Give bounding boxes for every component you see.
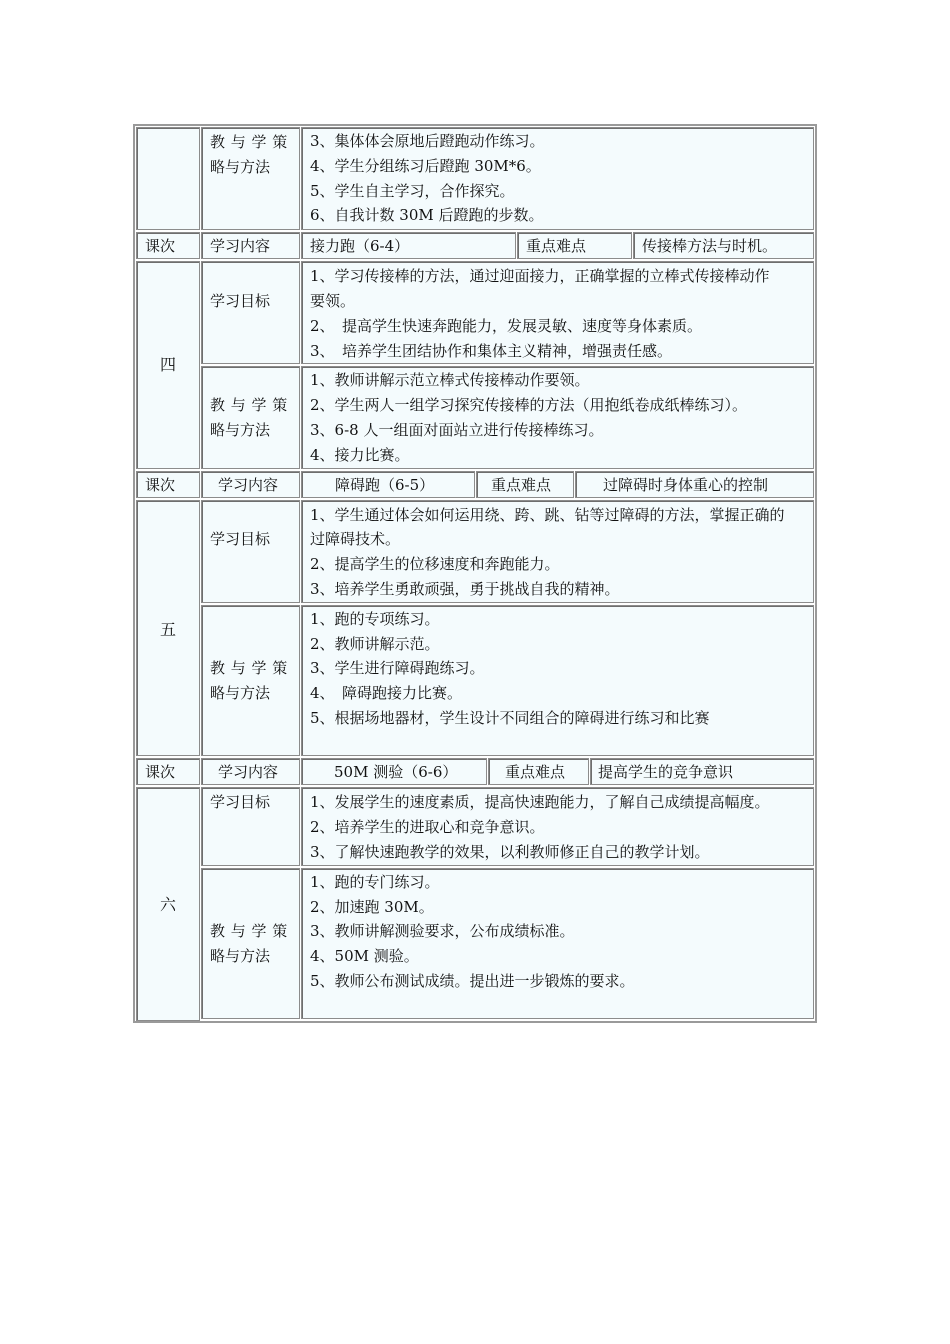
- goal-line: 1、学生通过体会如何运用绕、跨、跳、钻等过障碍的方法，掌握正确的: [310, 506, 785, 524]
- strategy-label-line1: 教 与 学 策: [210, 396, 288, 414]
- goal-line: 3、 培养学生团结协作和集体主义精神，增强责任感。: [310, 342, 673, 360]
- lesson-number: 四: [160, 355, 177, 374]
- focus-label: 重点难点: [505, 763, 566, 781]
- lesson-focus: 提高学生的竞争意识: [598, 763, 734, 781]
- goal-line: 2、培养学生的进取心和竞争意识。: [310, 818, 545, 836]
- goal-label: 学习目标: [210, 292, 271, 310]
- lesson-content: 50M 测验（6-6）: [334, 763, 458, 781]
- goal-line: 2、提高学生的位移速度和奔跑能力。: [310, 555, 560, 573]
- strategy-line: 2、教师讲解示范。: [310, 635, 440, 653]
- strategy-line: 5、根据场地器材，学生设计不同组合的障碍进行练习和比赛: [310, 709, 710, 727]
- lesson-focus: 过障碍时身体重心的控制: [603, 476, 769, 494]
- lesson-number-cell: [136, 127, 200, 230]
- goal-line: 1、学习传接棒的方法，通过迎面接力，正确掌握的立棒式传接棒动作: [310, 267, 770, 285]
- strategy-line: 4、学生分组练习后蹬跑 30M*6。: [310, 157, 541, 175]
- content-label: 学习内容: [218, 476, 279, 494]
- lesson-label: 课次: [145, 237, 176, 255]
- goal-line: 1、发展学生的速度素质，提高快速跑能力，了解自己成绩提高幅度。: [310, 793, 770, 811]
- strategy-line: 3、教师讲解测验要求，公布成绩标准。: [310, 922, 575, 940]
- lesson-label: 课次: [145, 476, 176, 494]
- goal-line: 3、培养学生勇敢顽强，勇于挑战自我的精神。: [310, 580, 620, 598]
- strategy-line: 3、集体体会原地后蹬跑动作练习。: [310, 132, 545, 150]
- content-label: 学习内容: [210, 237, 271, 255]
- goal-label: 学习目标: [210, 530, 271, 548]
- goal-label: 学习目标: [210, 793, 271, 811]
- strategy-label-line1: 教 与 学 策: [210, 659, 288, 677]
- strategy-label-line2: 略与方法: [210, 158, 271, 176]
- lesson-label: 课次: [145, 763, 176, 781]
- strategy-label-line2: 略与方法: [210, 947, 271, 965]
- content-label: 学习内容: [218, 763, 279, 781]
- strategy-line: 2、学生两人一组学习探究传接棒的方法（用抱纸卷成纸棒练习）。: [310, 396, 748, 414]
- strategy-line: 4、 障碍跑接力比赛。: [310, 684, 463, 702]
- strategy-label-line1: 教 与 学 策: [210, 922, 288, 940]
- goal-line: 要领。: [310, 292, 356, 310]
- strategy-line: 5、教师公布测试成绩。提出进一步锻炼的要求。: [310, 972, 635, 990]
- goal-line: 3、了解快速跑教学的效果，以利教师修正自己的教学计划。: [310, 843, 710, 861]
- strategy-line: 1、教师讲解示范立棒式传接棒动作要领。: [310, 371, 590, 389]
- lesson-number: 六: [160, 895, 177, 914]
- lesson-number: 五: [160, 620, 177, 639]
- lesson-focus: 传接棒方法与时机。: [642, 237, 778, 255]
- strategy-line: 4、50M 测验。: [310, 947, 419, 965]
- strategy-label-line2: 略与方法: [210, 421, 271, 439]
- strategy-label-line1: 教 与 学 策: [210, 133, 288, 151]
- goal-line: 2、 提高学生快速奔跑能力，发展灵敏、速度等身体素质。: [310, 317, 703, 335]
- strategy-line: 4、接力比赛。: [310, 446, 410, 464]
- strategy-label-line2: 略与方法: [210, 684, 271, 702]
- goal-line: 过障碍技术。: [310, 530, 401, 548]
- strategy-line: 2、加速跑 30M。: [310, 898, 434, 916]
- lesson-content: 障碍跑（6-5）: [335, 476, 435, 494]
- focus-label: 重点难点: [491, 476, 552, 494]
- strategy-line: 6、自我计数 30M 后蹬跑的步数。: [310, 206, 544, 224]
- strategy-line: 1、跑的专项练习。: [310, 610, 440, 628]
- strategy-line: 1、跑的专门练习。: [310, 873, 440, 891]
- strategy-line: 5、学生自主学习，合作探究。: [310, 182, 515, 200]
- goal-label-cell: [201, 500, 300, 603]
- strategy-line: 3、学生进行障碍跑练习。: [310, 659, 485, 677]
- lesson-content: 接力跑（6-4）: [310, 237, 410, 255]
- focus-label: 重点难点: [526, 237, 587, 255]
- strategy-line: 3、6-8 人一组面对面站立进行传接棒练习。: [310, 421, 604, 439]
